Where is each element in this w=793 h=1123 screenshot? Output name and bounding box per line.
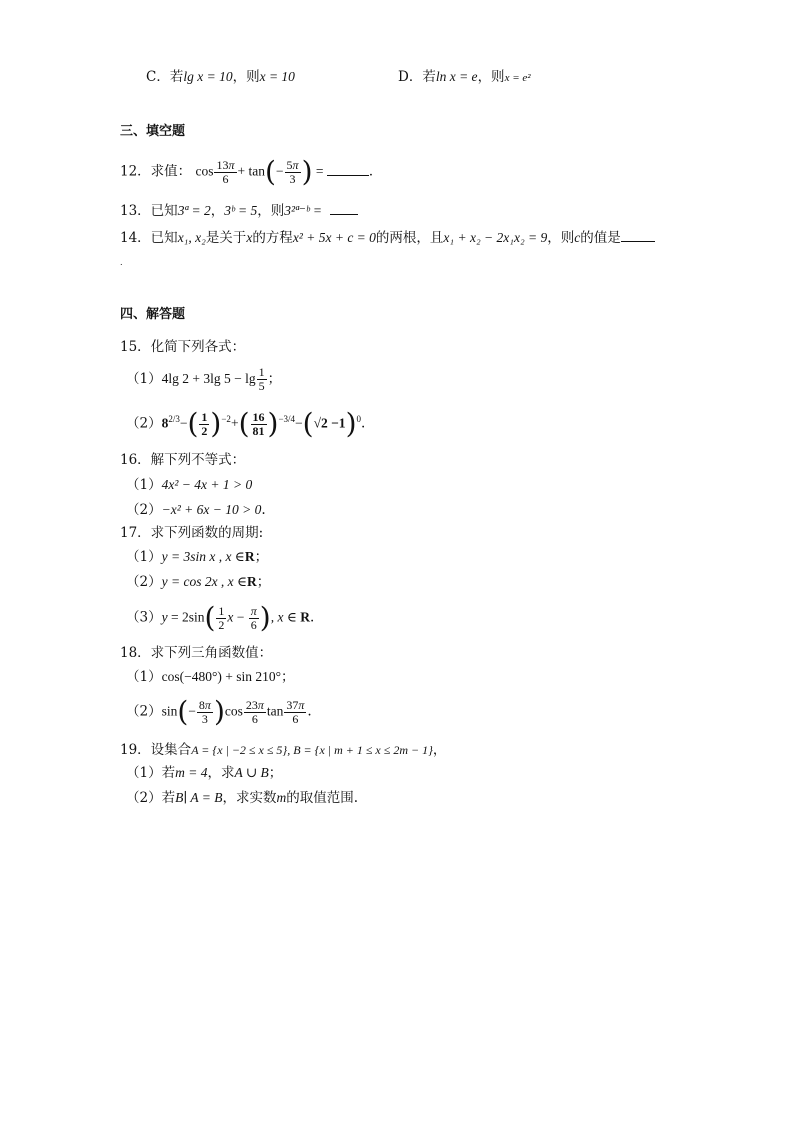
question-16-part-2: （2）−x² + 6x − 10 > 0. (126, 502, 266, 518)
question-18: 18．求下列三角函数值： (120, 645, 273, 661)
option-c: C．若lg x = 10，则x = 10 (146, 69, 295, 85)
option-d: D．若ln x = e，则x = e² (398, 69, 531, 85)
answer-blank[interactable] (327, 163, 369, 176)
question-16-part-1: （1）4x² − 4x + 1 > 0 (126, 477, 253, 493)
question-15-part-2: $(2)8^{2/3}-$( $\frac{1}{2}$ )$^{-2}$+( $\frac{16}{81}$ )$^{-3/4}-(√2 -1)^0$. (126, 407, 366, 440)
question-18-part-1: （1）cos(−480°) + sin 210°； (126, 669, 295, 685)
question-17: 17．求下列函数的周期: (120, 525, 264, 541)
question-14: 14．已知x₁, x₂是关于x的方程x² + 5x + c = 0的两根，且x₁ + x₂ − 2x₁x₂ = 9，则c的值是 (120, 229, 655, 247)
question-14-dot: . (120, 258, 123, 267)
question-19-part-1: （1）若m = 4，求A ∪ B； (126, 765, 283, 781)
question-15-part-1: （1）4lg 2 + 3lg 5 − lg $\frac{1}{5}$ ； (126, 365, 282, 393)
answer-blank[interactable] (621, 229, 655, 242)
section-heading-answer: 四、解答题 (120, 307, 186, 322)
question-18-part-2: （2）sin(− $\frac{8\pi}{3}$ )cos $\frac{23\pi}{6}$ tan $\frac{37\pi}{6}$ . (126, 695, 312, 728)
question-17-part-1: （1）y = 3sin x , x ∈R； (126, 549, 269, 565)
question-16: 16．解下列不等式： (120, 452, 246, 468)
question-15: 15．化简下列各式： (120, 339, 246, 355)
answer-blank[interactable] (330, 202, 358, 215)
question-12: 12．求值： cos $\frac{13\pi}{6}$ + tan(− $\frac{5\pi}{3}$ ) = ． (120, 155, 383, 188)
question-19-part-2: （2）若B∣ A = B，求实数m的取值范围. (126, 790, 359, 806)
section-heading-fill-in: 三、填空题 (120, 124, 186, 139)
question-17-part-2: （2）y = cos 2x , x ∈R； (126, 574, 271, 590)
question-19: 19．设集合A = {x | −2 ≤ x ≤ 5}, B = {x | m + 1 ≤ x ≤ 2m − 1}， (120, 742, 447, 758)
question-13: 13．已知3ª = 2，3ᵇ = 5，则3²ª⁻ᵇ = (120, 202, 358, 220)
question-17-part-3: （3）y = 2sin( $\frac{1}{2}$ x − $\frac{\pi}{6}$ ), x ∈ R. (126, 601, 315, 634)
